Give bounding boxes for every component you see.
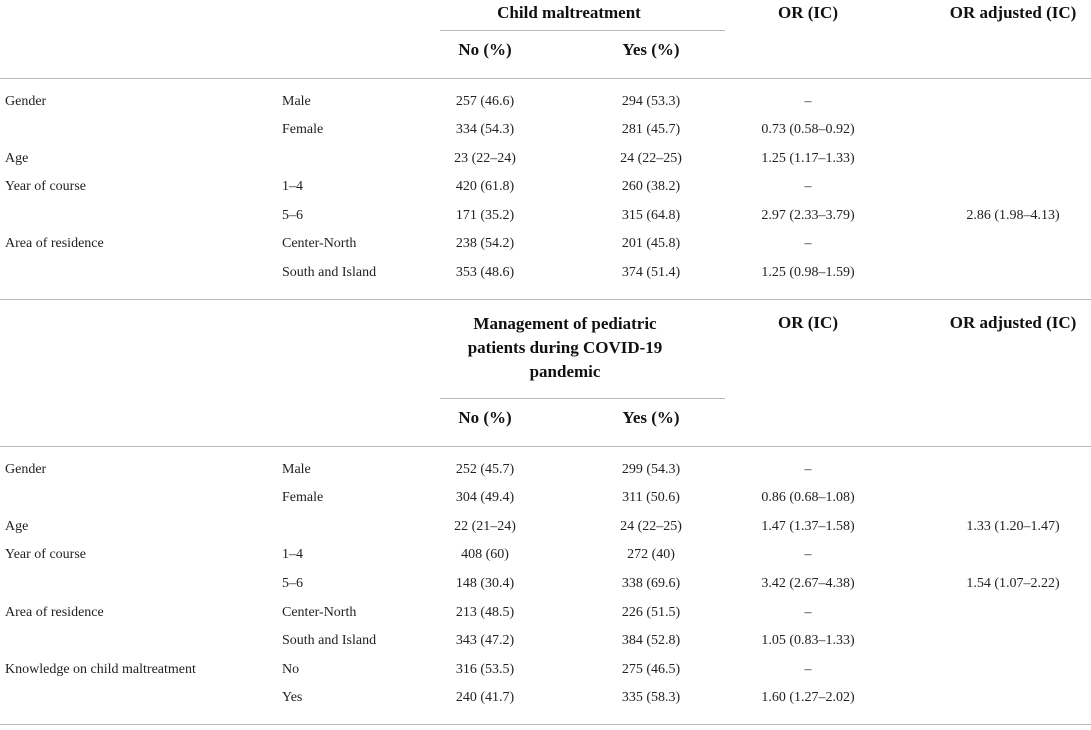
t2-header-rule (0, 446, 1091, 447)
no-cell: 23 (22–24) (454, 151, 516, 166)
no-cell: 148 (30.4) (455, 576, 515, 591)
or-cell: – (804, 236, 812, 251)
category-cell: 1–4 (282, 179, 303, 194)
yes-cell: 299 (54.3) (621, 462, 681, 477)
t1-group-title: Child maltreatment (497, 3, 641, 22)
or-cell: 1.05 (0.83–1.33) (761, 633, 855, 648)
no-cell: 257 (46.6) (455, 94, 515, 109)
category-cell: Male (282, 94, 311, 109)
t1-header-rule (0, 78, 1091, 79)
variable-cell: Gender (5, 94, 47, 109)
no-cell: 408 (60) (461, 547, 509, 562)
no-cell: 304 (49.4) (455, 490, 515, 505)
yes-cell: 294 (53.3) (621, 94, 681, 109)
t2-no-header: No (%) (458, 408, 512, 427)
category-cell: Female (282, 122, 324, 137)
yes-cell: 24 (22–25) (620, 151, 682, 166)
or-adjusted-cell: 2.86 (1.98–4.13) (966, 208, 1060, 223)
category-cell: No (282, 662, 300, 677)
category-cell: 5–6 (282, 208, 303, 223)
t2-or-header: OR (IC) (778, 313, 838, 332)
category-cell: Center-North (282, 236, 357, 251)
yes-cell: 272 (40) (627, 547, 675, 562)
or-cell: – (804, 547, 812, 562)
yes-cell: 384 (52.8) (621, 633, 681, 648)
t2-group-title: Management of pediatric patients during COVID-19 pandemic (467, 314, 663, 381)
yes-cell: 24 (22–25) (620, 519, 682, 534)
yes-cell: 338 (69.6) (621, 576, 681, 591)
yes-cell: 260 (38.2) (621, 179, 681, 194)
t1-bottom-rule (0, 299, 1091, 300)
yes-cell: 201 (45.8) (621, 236, 681, 251)
t1-or-header: OR (IC) (778, 3, 838, 22)
variable-cell: Age (5, 519, 29, 534)
variable-cell: Year of course (5, 547, 86, 562)
or-cell: 1.60 (1.27–2.02) (761, 690, 855, 705)
or-cell: 1.25 (1.17–1.33) (761, 151, 855, 166)
variable-cell: Age (5, 151, 29, 166)
variable-cell: Area of residence (5, 605, 104, 620)
category-cell: 5–6 (282, 576, 303, 591)
yes-cell: 315 (64.8) (621, 208, 681, 223)
t2-or-adjusted-header: OR adjusted (IC) (949, 313, 1077, 332)
no-cell: 171 (35.2) (455, 208, 515, 223)
category-cell: 1–4 (282, 547, 303, 562)
or-cell: – (804, 94, 812, 109)
no-cell: 213 (48.5) (455, 605, 515, 620)
category-cell: Center-North (282, 605, 357, 620)
or-cell: 3.42 (2.67–4.38) (761, 576, 855, 591)
variable-cell: Area of residence (5, 236, 104, 251)
yes-cell: 311 (50.6) (622, 490, 680, 505)
no-cell: 240 (41.7) (455, 690, 515, 705)
variable-cell: Year of course (5, 179, 86, 194)
t1-or-adjusted-header: OR adjusted (IC) (949, 3, 1077, 22)
or-cell: 2.97 (2.33–3.79) (761, 208, 855, 223)
or-cell: – (804, 462, 812, 477)
t2-bottom-rule (0, 724, 1091, 725)
yes-cell: 374 (51.4) (621, 265, 681, 280)
no-cell: 238 (54.2) (455, 236, 515, 251)
no-cell: 334 (54.3) (455, 122, 515, 137)
t1-yes-header: Yes (%) (622, 40, 680, 59)
yes-cell: 275 (46.5) (621, 662, 681, 677)
t1-group-underline (440, 30, 725, 31)
yes-cell: 281 (45.7) (621, 122, 681, 137)
t2-group-underline (440, 398, 725, 399)
category-cell: South and Island (282, 265, 377, 280)
or-cell: 1.25 (0.98–1.59) (761, 265, 855, 280)
no-cell: 22 (21–24) (454, 519, 516, 534)
yes-cell: 335 (58.3) (621, 690, 681, 705)
or-cell: – (804, 605, 812, 620)
t1-no-header: No (%) (458, 40, 512, 59)
or-adjusted-cell: 1.33 (1.20–1.47) (966, 519, 1060, 534)
or-cell: 0.73 (0.58–0.92) (761, 122, 855, 137)
category-cell: Male (282, 462, 311, 477)
or-cell: – (804, 179, 812, 194)
or-adjusted-cell: 1.54 (1.07–2.22) (966, 576, 1060, 591)
or-cell: 1.47 (1.37–1.58) (761, 519, 855, 534)
t2-yes-header: Yes (%) (622, 408, 680, 427)
no-cell: 343 (47.2) (455, 633, 515, 648)
no-cell: 252 (45.7) (455, 462, 515, 477)
category-cell: Female (282, 490, 324, 505)
category-cell: South and Island (282, 633, 377, 648)
no-cell: 316 (53.5) (455, 662, 515, 677)
or-cell: – (804, 662, 812, 677)
variable-cell: Gender (5, 462, 47, 477)
no-cell: 353 (48.6) (455, 265, 515, 280)
yes-cell: 226 (51.5) (621, 605, 681, 620)
category-cell: Yes (282, 690, 303, 705)
variable-cell: Knowledge on child maltreatment (5, 662, 196, 677)
or-cell: 0.86 (0.68–1.08) (761, 490, 855, 505)
no-cell: 420 (61.8) (455, 179, 515, 194)
